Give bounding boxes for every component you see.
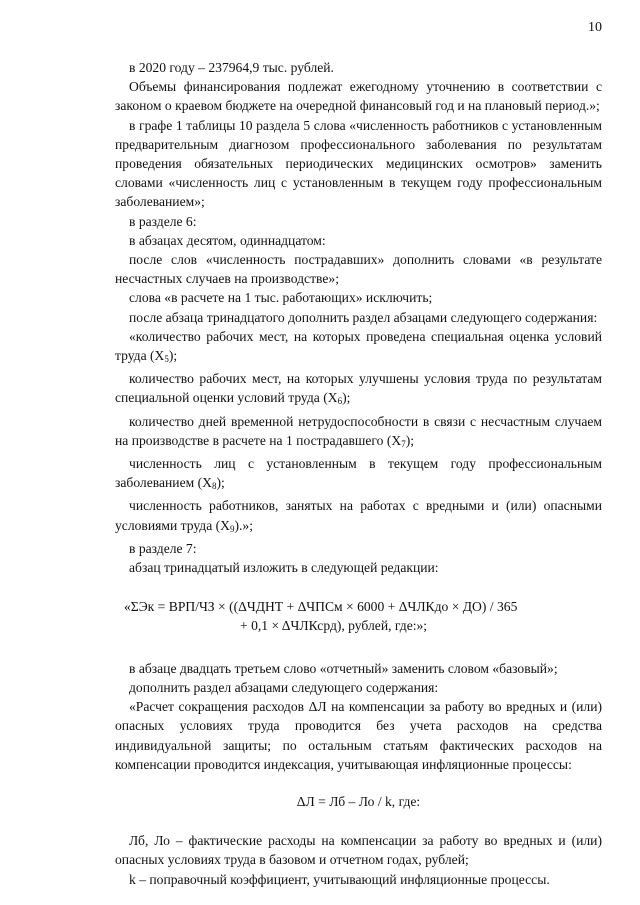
formula-line: ΔЛ = Лб – Ло / k, где: [296, 793, 421, 809]
document-body [115, 58, 602, 889]
paragraph: в 2020 году – 237964,9 тыс. рублей. [129, 60, 334, 75]
paragraph: Объемы финансирования подлежат ежегодному уточнению в соответствии с законом о краевом бюджете на очередной финансовый год и на плановый период.»; [115, 79, 602, 114]
paragraph: слова «в расчете на 1 тыс. работающих» исключить; [129, 290, 433, 306]
indicator-paragraph: количество рабочих мест, на которых улучшены условия труда по результатам специальной оценки условий труда $(X_6)$; [115, 371, 602, 407]
paragraph: Лб, Ло – фактические расходы на компенсации за работу во вредных и (или) опасных условиях труда в базовом и отчетном годах, рублей; [115, 833, 602, 868]
paragraph: в графе 1 таблицы 10 раздела 5 слова «численность работников с установленным предварительным диагнозом профессионального заболевания по результатам проведения обязательных периодических медицинских осмотров» заменить словами «численность лиц с установленным в текущем году профессиональным заболеванием»; [115, 117, 602, 210]
indicator-paragraph: численность лиц с установленным в текущем году профессиональным заболеванием $(X_8)$; [115, 456, 602, 492]
paragraph: в абзацах десятом, одиннадцатом: [129, 232, 326, 248]
indicator-paragraph: количество дней временной нетрудоспособности в связи с несчастным случаем на производстве в расчете на 1 пострадавшего $(X_7)$; [115, 413, 602, 449]
formula-line: + 0,1 × ΔЧЛКсрд), рублей, где:»; [240, 618, 428, 634]
indicator-paragraph: «количество рабочих мест, на которых проведена специальная оценка условий труда $(X_5)$; [115, 328, 602, 365]
paragraph: после слов «численность пострадавших» дополнить словами «в результате несчастных случаев на производстве»; [115, 252, 602, 287]
paragraph: в разделе 6: [129, 213, 197, 229]
page-number: 10 [588, 20, 602, 35]
paragraph: абзац тринадцатый изложить в следующей редакции: [129, 560, 439, 576]
formula-line: «ΣЭк = ВРП/ЧЗ × ((ΔЧДНТ + ΔЧПСм × 6000 + ΔЧЛКдо × ДО) / 365 [124, 599, 518, 615]
paragraph: дополнить раздел абзацами следующего содержания: [129, 679, 439, 695]
indicator-paragraph: численность работников, занятых на работах с вредными и (или) опасными условиями труда $(X_9)$.»; [115, 498, 602, 534]
paragraph: после абзаца тринадцатого дополнить раздел абзацами следующего содержания: [129, 309, 598, 325]
paragraph: в абзаце двадцать третьем слово «отчетный» заменить словом «базовый»; [129, 660, 558, 676]
section-heading: в разделе 7: [129, 540, 197, 556]
paragraph: «Расчет сокращения расходов ΔЛ на компенсации за работу во вредных и (или) опасных условиях труда проводится без учета расходов на средства индивидуальной защиты; по остальным статьям фактических расходов на компенсации проводится индексация, учитывающая инфляционные процессы: [115, 699, 602, 772]
paragraph: k – поправочный коэффициент, учитывающий инфляционные процессы. [129, 871, 550, 887]
